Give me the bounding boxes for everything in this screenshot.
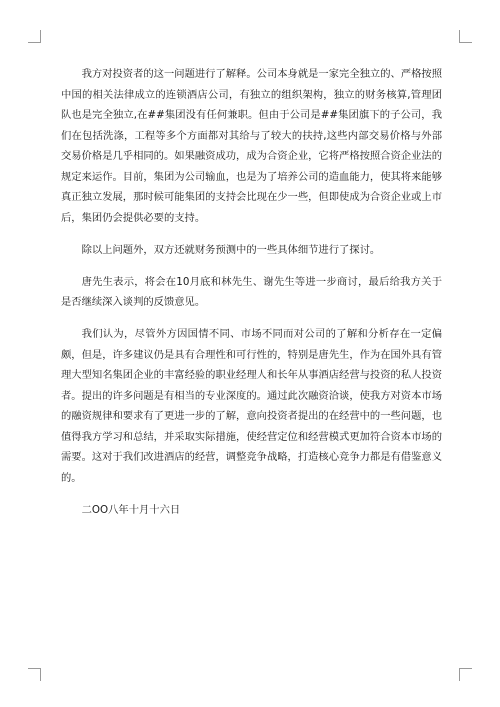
paragraph-explanation: 我方对投资者的这一问题进行了解释。公司本身就是一家完全独立的、严格按照中国的相关法律成立的连锁酒店公司，有独立的组织架构，独立的财务核算,管理团队也是完全独立,在##集团没有任何兼职。但由于公司是##集团旗下的子公司，我们在包括洗涤，工程等多个方面都对其给与了较大的扶持,这些内部交易价格与外部交易价格是几乎相同的。如果融资成功，成为合资企业，它将严格按照合资企业法的规定来运作。目前，集团为公司输血，也是为了培养公司的造血能力，使其将来能够真正独立发展，那时候可能集团的支持会比现在少一些，但即使成为合资企业或上市后，集团仍会提供必要的支持。 xyxy=(61,68,442,224)
crop-mark-bottom-left xyxy=(28,668,41,681)
crop-mark-top-left xyxy=(28,30,41,43)
crop-mark-bottom-right xyxy=(459,668,472,681)
paragraph-financial-details: 除以上问题外，双方还就财务预测中的一些具体细节进行了探讨。 xyxy=(81,243,381,256)
document-body xyxy=(61,64,442,520)
crop-mark-top-right xyxy=(459,30,472,43)
document-date: 二OO八年十月十六日 xyxy=(81,503,181,516)
paragraph-conclusion: 我们认为，尽管外方因国情不同、市场不同而对公司的了解和分析存在一定偏颇，但是，许多建议仍是具有合理性和可行性的，特别是唐先生，作为在国外具有管理大型知名集团企业的丰富经验的职业经理人和长年从事酒店经营与投资的私人投资者。提出的许多问题是有相当的专业深度的。通过此次融资洽谈，使我方对资本市场的融资规律和要求有了更进一步的了解，意向投资者提出的在经营中的一些问题，也值得我方学习和总结，并采取实际措施，使经营定位和经营模式更加符合资本市场的需要。这对于我们改进酒店的经营，调整竞争战略，打造核心竞争力都是有借鉴意义的。 xyxy=(61,328,442,484)
paragraph-next-steps: 唐先生表示，将会在10月底和林先生、谢先生等进一步商讨，最后给我方关于是否继续深入谈判的反馈意见。 xyxy=(61,275,442,308)
